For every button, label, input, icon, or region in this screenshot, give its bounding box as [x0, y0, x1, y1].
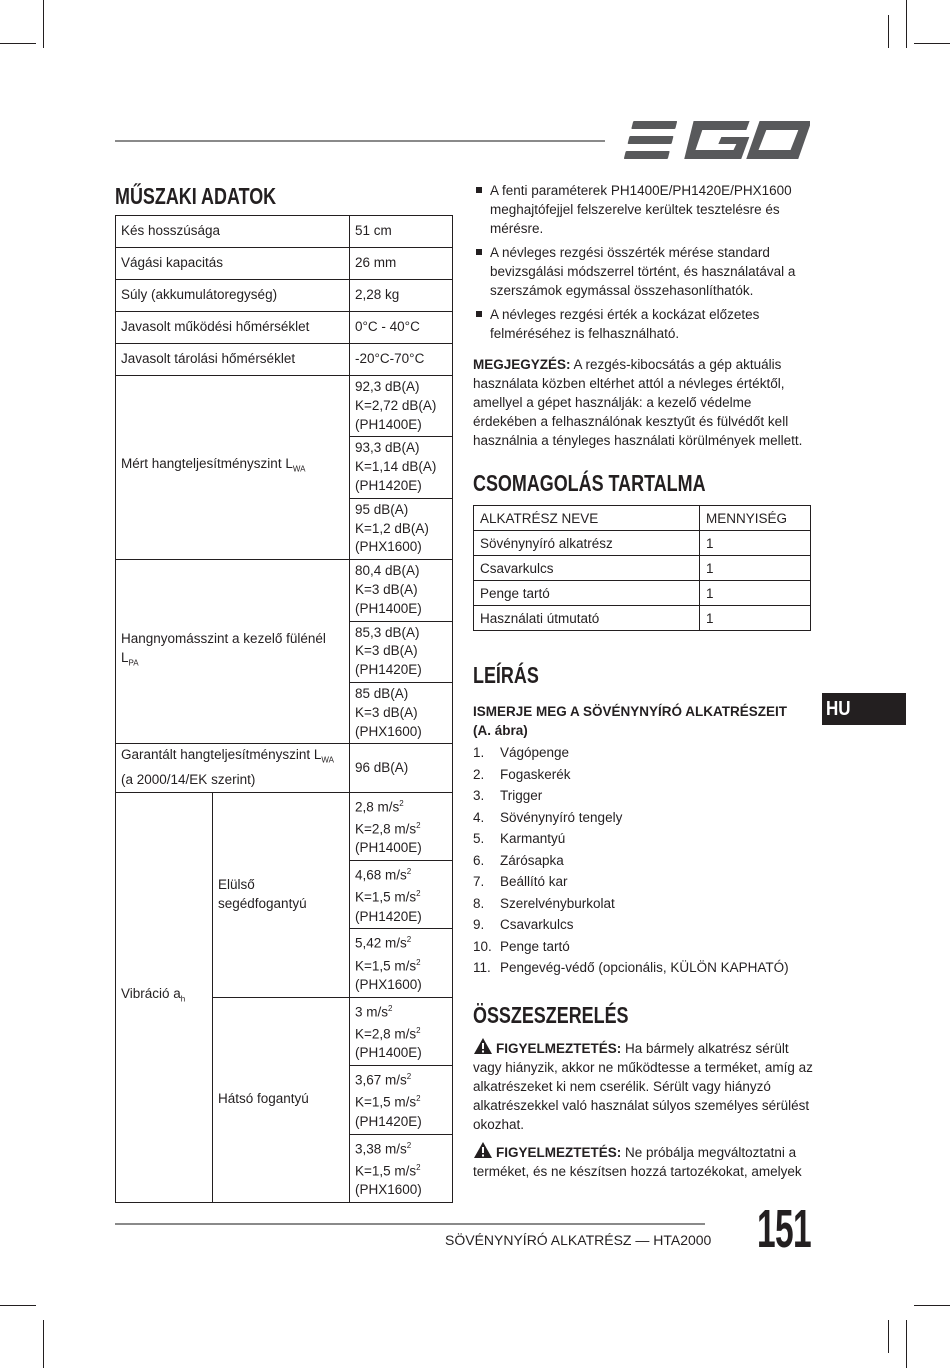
spec-value: 3,38 $m/s^2$ K=1,5 $m/s^2$ (PHX1600) — [350, 1134, 453, 1202]
table-cell: 1 — [700, 531, 811, 556]
spec-value: 93,3 dB(A) K=1,14 dB(A) (PH1420E) — [350, 437, 453, 498]
description-subtitle-2: (A. ábra) — [473, 723, 528, 738]
parts-list — [473, 743, 813, 980]
spec-value: 80,4 dB(A) K=3 dB(A) (PH1400E) — [350, 560, 453, 621]
table-cell: 1 — [700, 556, 811, 581]
packing-title: CSOMAGOLÁS TARTALMA — [473, 470, 706, 496]
spec-label: Javasolt tárolási hőmérséklet — [116, 344, 350, 376]
table-row — [474, 556, 811, 581]
spec-label: Kés hosszúsága — [116, 216, 350, 248]
spec-value: 51 cm — [350, 216, 453, 248]
crop-mark — [906, 0, 907, 48]
note-paragraph — [473, 355, 813, 450]
crop-mark — [888, 15, 889, 48]
spec-value: 95 dB(A) K=1,2 dB(A) (PHX1600) — [350, 498, 453, 559]
warning-icon — [473, 1141, 493, 1159]
page-number: 151 — [757, 1199, 812, 1259]
spec-value: 5,42 $m/s^2$ K=1,5 $m/s^2$ (PHX1600) — [350, 929, 453, 997]
spec-value: 0°C - 40°C — [350, 312, 453, 344]
sound-power-label: Mért hangteljesítményszint $L_{WA}$ — [116, 376, 350, 560]
spec-value: 26 mm — [350, 248, 453, 280]
list-item: 5. Karmantyú — [473, 831, 566, 846]
table-cell: Penge tartó — [474, 581, 700, 606]
bullet-item: A fenti paraméterek PH1400E/PH1420E/PHX1600 meghajtófejjel felszerelve kerültek tesztelésre és mérésre. — [473, 181, 813, 238]
description-section — [473, 702, 813, 980]
crop-mark — [906, 1320, 907, 1368]
description-subtitle: ISMERJE MEG A SÖVÉNYNYÍRÓ ALKATRÉSZEIT — [473, 704, 788, 719]
spec-value: 2,28 kg — [350, 280, 453, 312]
crop-mark — [0, 43, 36, 44]
table-cell: Csavarkulcs — [474, 556, 700, 581]
table-row — [116, 560, 453, 621]
warning-paragraph: FIGYELMEZTETÉS: Ha bármely alkatrész sérült vagy hiányzik, akkor ne működtesse a terméket, amíg az alkatrészeket ki nem cserélik. Sérült vagy hiányzó alkatrészekkel való használat súlyos személyes sérülést okozhat. — [473, 1037, 813, 1134]
crop-mark — [43, 0, 44, 48]
bullet-list — [473, 181, 813, 348]
table-row — [116, 312, 453, 344]
spec-label: Vágási kapacitás — [116, 248, 350, 280]
crop-mark — [914, 1305, 950, 1306]
bullet-item: A névleges rezgési érték a kockázat előzetes felméréséhez is felhasználható. — [473, 305, 813, 343]
spec-value: 96 dB(A) — [350, 744, 453, 792]
bullet-item: A névleges rezgési összérték mérése standard bevizsgálási módszerrel történt, és használatával a szerszámok egymással összehasonlíthatók. — [473, 243, 813, 300]
table-row — [116, 248, 453, 280]
spec-value: 4,68 $m/s^2$ K=1,5 $m/s^2$ (PH1420E) — [350, 861, 453, 929]
crop-mark — [914, 43, 950, 44]
spec-value: 85 dB(A) K=3 dB(A) (PHX1600) — [350, 682, 453, 743]
specs-table — [115, 215, 453, 1203]
spec-value: -20°C-70°C — [350, 344, 453, 376]
warning-block — [473, 1037, 813, 1181]
table-row — [116, 744, 453, 792]
note-label: MEGJEGYZÉS: — [473, 357, 571, 372]
front-handle-label: Elülső segédfogantyú — [213, 792, 350, 997]
sound-pressure-label: Hangnyomásszint a kezelő fülénél $L_{PA}$ — [116, 560, 350, 744]
language-tab: HU — [822, 693, 906, 725]
crop-mark — [0, 1305, 36, 1306]
list-item: 11. Pengevég-védő (opcionális, KÜLÖN KAPHATÓ) — [473, 960, 789, 975]
description-title: LEÍRÁS — [473, 662, 539, 688]
packing-table — [473, 505, 811, 631]
column-header: ALKATRÉSZ NEVE — [474, 506, 700, 531]
column-header: MENNYISÉG — [700, 506, 811, 531]
vibration-label: Vibráció $a_h$ — [116, 792, 213, 1202]
rear-handle-label: Hátsó fogantyú — [213, 997, 350, 1202]
table-cell: 1 — [700, 606, 811, 631]
warning-icon — [473, 1037, 493, 1055]
table-row — [116, 216, 453, 248]
list-item: 10. Penge tartó — [473, 938, 570, 954]
spec-value: 92,3 dB(A) K=2,72 dB(A) (PH1400E) — [350, 376, 453, 437]
header-rule — [115, 140, 605, 142]
guaranteed-label: Garantált hangteljesítményszint $L_{WA}$ (a 2000/14/EK szerint) — [116, 744, 350, 792]
list-item: 4. Sövénynyíró tengely — [473, 809, 623, 825]
list-item: 8. Szerelvényburkolat — [473, 895, 615, 911]
table-row — [474, 606, 811, 631]
list-item: 1. Vágópenge — [473, 745, 570, 760]
list-item: 3. Trigger — [473, 788, 543, 803]
table-row — [474, 581, 811, 606]
list-item: 7. Beállító kar — [473, 874, 568, 889]
table-cell: Sövénynyíró alkatrész — [474, 531, 700, 556]
crop-mark — [43, 1320, 44, 1368]
list-item: 2. Fogaskerék — [473, 766, 571, 782]
table-row — [116, 344, 453, 376]
footer-rule — [115, 1223, 705, 1225]
spec-label: Súly (akkumulátoregység) — [116, 280, 350, 312]
list-item: 6. Zárósapka — [473, 852, 564, 868]
table-row — [474, 531, 811, 556]
list-item: 9. Csavarkulcs — [473, 917, 574, 932]
table-row — [116, 280, 453, 312]
spec-value: 3 $m/s^2$ K=2,8 $m/s^2$ (PH1400E) — [350, 997, 453, 1065]
spec-label: Javasolt működési hőmérséklet — [116, 312, 350, 344]
spec-value: 3,67 $m/s^2$ K=1,5 $m/s^2$ (PH1420E) — [350, 1066, 453, 1134]
table-cell: 1 — [700, 581, 811, 606]
ego-logo — [622, 118, 810, 162]
spec-value: 2,8 $m/s^2$ K=2,8 $m/s^2$ (PH1400E) — [350, 792, 453, 860]
warning-paragraph: FIGYELMEZTETÉS: Ne próbálja megváltoztatni a terméket, és ne készítsen hozzá tartozékokat, amelyek — [473, 1141, 813, 1181]
crop-mark — [888, 1320, 889, 1353]
table-header-row — [474, 506, 811, 531]
table-row — [116, 376, 453, 437]
table-cell: Használati útmutató — [474, 606, 700, 631]
footer-text: SÖVÉNYNYÍRÓ ALKATRÉSZ — HTA2000 — [445, 1232, 712, 1248]
note-text: A rezgés-kibocsátás a gép aktuális használata közben eltérhet attól a névleges értéktől, amellyel a gépet használják: a kezelő védelme érdekében a felhasználónak kesztyűt és fülvédőt kell használnia a tényleges használati körülmények mellett. — [473, 357, 803, 448]
spec-value: 85,3 dB(A) K=3 dB(A) (PH1420E) — [350, 621, 453, 682]
specs-title: MŰSZAKI ADATOK — [115, 183, 277, 209]
table-row — [116, 792, 453, 860]
assembly-title: ÖSSZESZERELÉS — [473, 1002, 629, 1028]
